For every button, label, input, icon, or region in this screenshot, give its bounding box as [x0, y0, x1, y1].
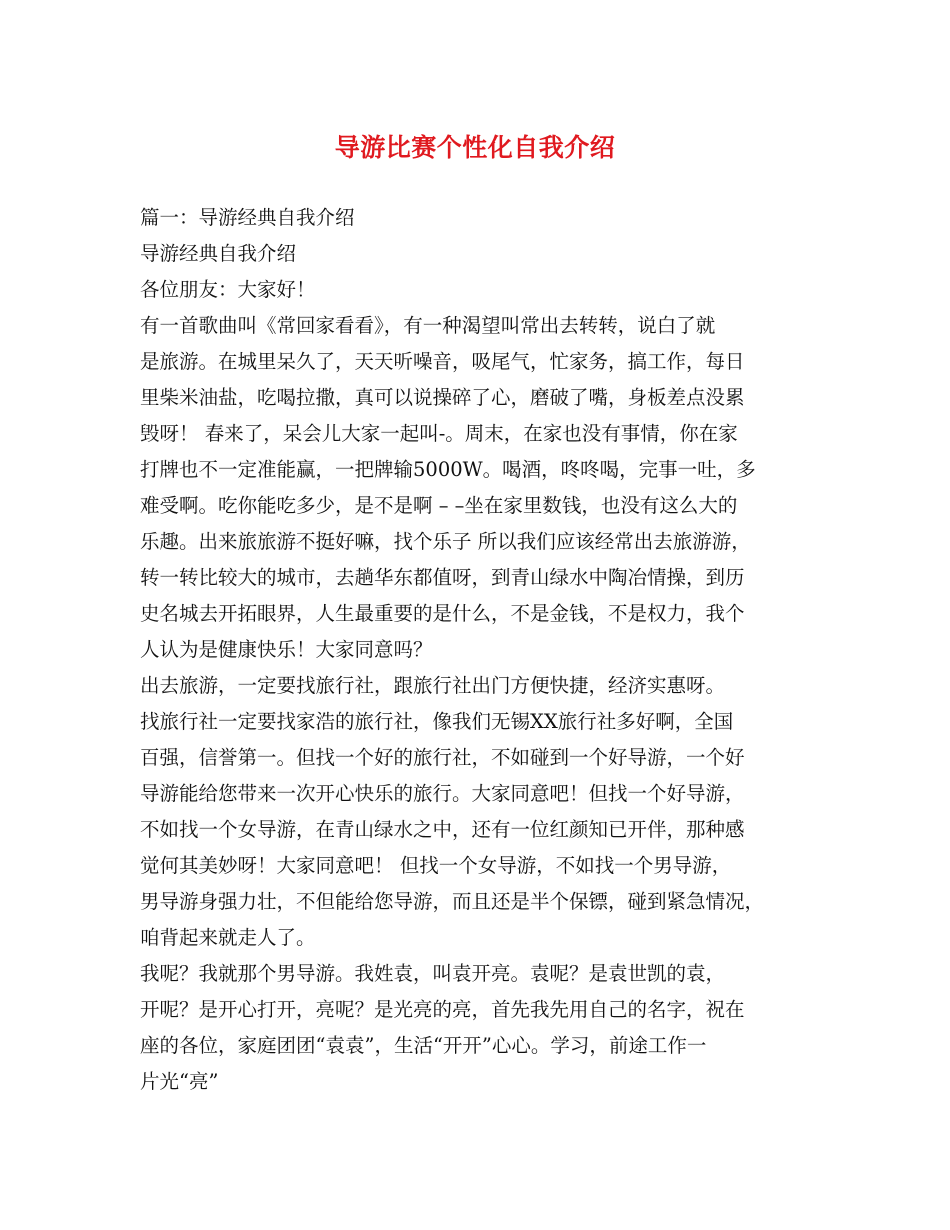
document-title: 导游比赛个性化自我介绍 [334, 133, 616, 162]
text-line: 片光“亮” [140, 1070, 219, 1093]
text-line: 导游经典自我介绍 [140, 242, 297, 265]
text-line: 篇一：导游经典自我介绍 [140, 206, 355, 229]
text-line: 找旅行社一定要找家浩的旅行社，像我们无锡XX旅行社多好啊，全国 [140, 710, 734, 733]
text-line: 有一首歌曲叫《常回家看看》，有一种渴望叫常出去转转，说白了就 [140, 314, 716, 337]
document-body [140, 200, 830, 1100]
text-line: 史名城去开拓眼界，人生最重要的是什么，不是金钱，不是权力，我个 [140, 602, 745, 625]
text-line: 不如找一个女导游，在青山绿水之中，还有一位红颜知已开伴，那种感 [140, 818, 745, 841]
text-line: 是旅游。在城里呆久了，天天听噪音，吸尾气，忙家务，搞工作，每日 [140, 350, 745, 373]
text-line: 座的各位，家庭团团“袁袁”，生活“开开”心心。学习，前途工作一 [140, 1034, 707, 1057]
text-line: 人认为是健康快乐！大家同意吗？ [140, 638, 433, 661]
text-line: 毁呀！ 春来了，呆会儿大家一起叫-。周末，在家也没有事情，你在家 [140, 422, 738, 445]
text-line: 打牌也不一定准能赢，一把牌输5000W。喝酒，咚咚喝，完事一吐，多 [140, 458, 756, 481]
text-line: 开呢？是开心打开，亮呢？是光亮的亮，首先我先用自己的名字，祝在 [140, 998, 745, 1021]
text-line: 出去旅游，一定要找旅行社，跟旅行社出门方便快捷，经济实惠呀。 [140, 674, 726, 697]
text-line: 转一转比较大的城市，去趟华东都值呀，到青山绿水中陶冶情操，到历 [140, 566, 745, 589]
text-line: 导游能给您带来一次开心快乐的旅行。大家同意吧！但找一个好导游， [140, 782, 745, 805]
text-line: 觉何其美妙呀！大家同意吧！ 但找一个女导游，不如找一个男导游， [140, 854, 732, 877]
text-line: 男导游身强力壮，不但能给您导游，而且还是半个保镖，碰到紧急情况， [140, 890, 765, 913]
text-line: 难受啊。吃你能吃多少，是不是啊 – –坐在家里数钱，也没有这么大的 [140, 494, 738, 517]
text-line: 咱背起来就走人了。 [140, 926, 316, 949]
text-line: 各位朋友：大家好！ [140, 278, 316, 301]
text-line: 乐趣。出来旅旅游不挺好嘛，找个乐子 所以我们应该经常出去旅游游， [140, 530, 751, 553]
text-line: 我呢？我就那个男导游。我姓袁，叫袁开亮。袁呢？是袁世凯的袁， [140, 962, 726, 985]
text-line: 里柴米油盐，吃喝拉撒，真可以说操碎了心，磨破了嘴，身板差点没累 [140, 386, 745, 409]
text-line: 百强，信誉第一。但找一个好的旅行社，不如碰到一个好导游，一个好 [140, 746, 745, 769]
